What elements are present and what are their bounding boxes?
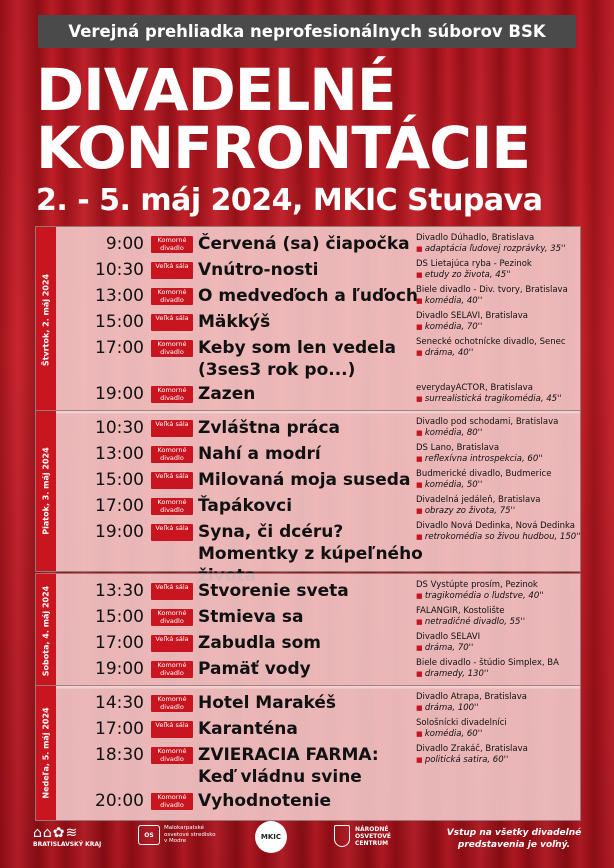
event-time: 9:00 [105, 234, 144, 254]
venue-badge: Komorné divadlo [151, 609, 193, 626]
event-time: 19:00 [95, 659, 144, 679]
troupe-name: Sološnícki divadelníci [416, 718, 507, 728]
day-sidebar [36, 686, 56, 820]
schedule-row [56, 259, 580, 285]
genre-duration: ■ dramedy, 130'' [416, 669, 588, 680]
genre-duration: ■ dráma, 40'' [416, 348, 588, 359]
day-block [35, 226, 581, 414]
show-title: ZVIERACIA FARMA: Keď vládnu svine [198, 745, 379, 787]
genre-duration: ■ retrokomédia so živou hudbou, 150'' [416, 532, 588, 543]
schedule-row [56, 417, 580, 443]
schedule-row [56, 311, 580, 337]
genre-duration: ■ etudy zo života, 45'' [416, 270, 588, 281]
mos-logo [138, 825, 224, 845]
troupe-name: Divadlo SELAVI, Bratislava [416, 311, 528, 321]
show-title: Pamäť vody [198, 659, 311, 679]
show-title: O medveďoch a ľuďoch [198, 286, 419, 306]
troupe-name: Biele divadlo - Div. tvory, Bratislava [416, 285, 568, 295]
show-title: Zabudla som [198, 633, 321, 653]
mkic-logo: MKIC [255, 821, 287, 853]
event-time: 10:30 [95, 260, 144, 280]
venue-badge: Komorné divadlo [151, 446, 193, 463]
title-line-1: DIVADELNÉ [36, 56, 396, 124]
genre-duration: ■ reflexívna introspekcia, 60'' [416, 454, 588, 465]
venue-badge: Veľká sála [151, 583, 193, 600]
venue-badge: Komorné divadlo [151, 747, 193, 764]
genre-duration: ■ komédia, 50'' [416, 480, 588, 491]
troupe-name: Divadlo SELAVI [416, 632, 481, 642]
genre-duration: ■ komédia, 80'' [416, 428, 588, 439]
venue-badge: Komorné divadlo [151, 288, 193, 305]
troupe-name: Divadlo pod schodami, Bratislava [416, 417, 559, 427]
troupe-name: DS Lano, Bratislava [416, 443, 500, 453]
venue-badge: Komorné divadlo [151, 695, 193, 712]
show-title: Stvorenie sveta [198, 581, 349, 601]
venue-badge: Komorné divadlo [151, 340, 193, 357]
venue-badge: Veľká sála [151, 314, 193, 331]
show-title: Syna, či dcéru? Momentky z kúpeľného [198, 522, 423, 564]
troupe-name: everydayACTOR, Bratislava [416, 383, 533, 393]
show-title: Keby som len vedela (3ses3 rok po...) [198, 338, 396, 380]
schedule-row [56, 658, 580, 684]
show-title: Milovaná moja suseda [198, 470, 411, 490]
noc-logo [334, 825, 391, 847]
noc-text: NÁRODNÉ OSVETOVÉ CENTRUM [355, 825, 391, 847]
bsk-name: BRATISLAVSKÝ KRAJ [33, 841, 102, 848]
show-title: Červená (sa) čiapočka [198, 234, 410, 254]
event-date-place: 2. - 5. máj 2024, MKIC Stupava [36, 183, 543, 218]
schedule-row [56, 495, 580, 521]
event-time: 10:30 [95, 418, 144, 438]
genre-duration: ■ tragikomédia o ľudstve, 40'' [416, 591, 588, 602]
venue-badge: Veľká sála [151, 721, 193, 738]
free-entry-note: Vstup na všetky divadelné predstavenia je voľný. [446, 828, 582, 850]
troupe-name: FALANGIR, Kostolište [416, 606, 505, 616]
event-time: 15:00 [95, 607, 144, 627]
troupe-name: Divadlo Dúhadlo, Bratislava [416, 233, 535, 243]
show-title: Mäkkýš [198, 312, 271, 332]
troupe-name: DS Lietajúca ryba - Pezinok [416, 259, 532, 269]
day-label: Piatok, 3. máj 2024 [41, 447, 51, 535]
schedule-row [56, 285, 580, 311]
day-label: Sobota, 4. máj 2024 [41, 585, 51, 677]
day-label: Štvrtok, 2. máj 2024 [41, 273, 51, 367]
show-title: Vyhodnotenie [198, 791, 332, 811]
genre-duration: ■ dráma, 100'' [416, 703, 588, 714]
troupe-name: Divadlo Nová Dedinka, Nová Dedinka [416, 521, 576, 531]
genre-duration: ■ obrazy zo života, 75'' [416, 506, 588, 517]
show-title: Karanténa [198, 719, 298, 739]
troupe-name: Biele divadlo - štúdio Simplex, BA [416, 658, 559, 668]
troupe-name: Budmerické divadlo, Budmerice [416, 469, 552, 479]
day-block [35, 410, 581, 572]
header-banner: Verejná prehliadka neprofesionálnych súborov BSK [38, 15, 576, 48]
mos-mark-icon: OS [138, 825, 160, 845]
event-time: 13:00 [95, 286, 144, 306]
show-title: Stmieva sa [198, 607, 304, 627]
troupe-name: Divadelná jedáleň, Bratislava [416, 495, 541, 505]
noc-shield-icon [334, 825, 350, 847]
event-time: 20:00 [95, 791, 144, 811]
venue-badge: Komorné divadlo [151, 386, 193, 403]
genre-duration: ■ netradičné divadlo, 55'' [416, 617, 588, 628]
day-label: Nedeľa, 5. máj 2024 [41, 707, 51, 799]
mos-text: Malokarpatské osvetové stredisko v Modre [164, 825, 216, 845]
event-time: 17:00 [95, 338, 144, 358]
bsk-logo [33, 825, 101, 849]
schedule-row [56, 383, 580, 409]
venue-badge: Veľká sála [151, 472, 193, 489]
schedule-row [56, 469, 580, 495]
troupe-name: Senecké ochotnícke divadlo, Senec [416, 337, 566, 347]
genre-duration: ■ surrealistická tragikomédia, 45'' [416, 394, 588, 405]
schedule-row [56, 790, 580, 816]
event-time: 14:30 [95, 693, 144, 713]
schedule-row [56, 580, 580, 606]
venue-badge: Komorné divadlo [151, 236, 193, 253]
event-time: 19:00 [95, 522, 144, 542]
genre-duration: ■ komédia, 40'' [416, 296, 588, 307]
event-time: 17:00 [95, 496, 144, 516]
event-time: 13:00 [95, 444, 144, 464]
troupe-name: DS Vystúpte prosím, Pezinok [416, 580, 538, 590]
day-block [35, 573, 581, 689]
event-time: 15:00 [95, 312, 144, 332]
venue-badge: Komorné divadlo [151, 793, 193, 810]
show-title: Zvláštna práca [198, 418, 341, 438]
venue-badge: Komorné divadlo [151, 661, 193, 678]
schedule-row [56, 337, 580, 383]
schedule-row [56, 744, 580, 790]
day-sidebar [36, 227, 56, 413]
day-block [35, 685, 581, 821]
venue-badge: Veľká sála [151, 635, 193, 652]
genre-duration: ■ komédia, 60'' [416, 729, 588, 740]
event-time: 19:00 [95, 384, 144, 404]
show-title: Hotel Marakéš [198, 693, 337, 713]
venue-badge: Veľká sála [151, 524, 193, 541]
show-title: Zazen [198, 384, 256, 404]
schedule-row [56, 443, 580, 469]
event-time: 13:30 [95, 581, 144, 601]
title-line-2: KONFRONTÁCIE [36, 114, 531, 182]
event-time: 15:00 [95, 470, 144, 490]
schedule-row [56, 718, 580, 744]
event-time: 18:30 [95, 745, 144, 765]
venue-badge: Komorné divadlo [151, 498, 193, 515]
schedule-row [56, 632, 580, 658]
troupe-name: Divadlo Zrakáč, Bratislava [416, 744, 528, 754]
schedule-row [56, 233, 580, 259]
venue-badge: Veľká sála [151, 420, 193, 437]
show-title: Nahí a modrí [198, 444, 321, 464]
event-time: 17:00 [95, 633, 144, 653]
event-time: 17:00 [95, 719, 144, 739]
genre-duration: ■ politická satira, 60'' [416, 755, 588, 766]
genre-duration: ■ dráma, 70'' [416, 643, 588, 654]
schedule-row [56, 692, 580, 718]
venue-badge: Veľká sála [151, 262, 193, 279]
schedule-row [56, 606, 580, 632]
day-sidebar [36, 574, 56, 688]
footer [0, 815, 614, 868]
day-sidebar [36, 411, 56, 571]
troupe-name: Divadlo Atrapa, Bratislava [416, 692, 527, 702]
bsk-emblem-icon: ⌂⌂✿≋ [33, 825, 79, 841]
genre-duration: ■ adaptácia ľudovej rozprávky, 35'' [416, 244, 588, 255]
schedule-row [56, 521, 580, 567]
show-title: Vnútro-nosti [198, 260, 319, 280]
show-title: Ťapákovci [198, 496, 293, 516]
genre-duration: ■ komédia, 70'' [416, 322, 588, 333]
